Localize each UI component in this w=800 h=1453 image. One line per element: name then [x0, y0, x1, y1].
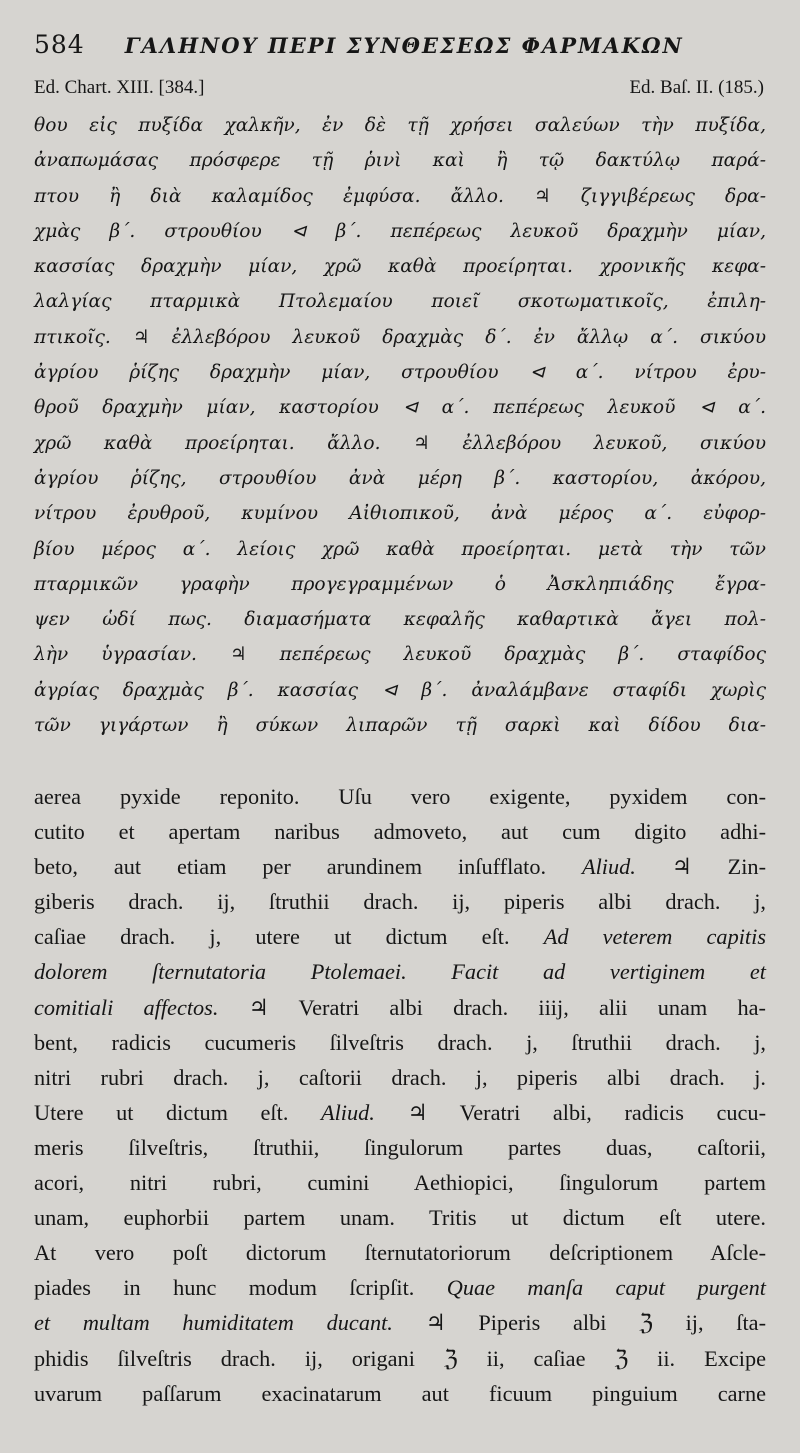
latin-line — [34, 1095, 766, 1130]
greek-text-block — [34, 108, 766, 743]
latin-run: phidis ſilveſtris drach. ij, origani ℨ ii, caſiae ℨ ii. Excipe — [34, 1345, 766, 1371]
latin-run: aerea pyxide reponito. Uſu vero exigente, pyxidem con- — [34, 784, 766, 809]
greek-line: ἀγρίας δραχμὰς β΄. κασσίας ⊲ β΄. ἀναλάμβανε σταφίδι χωρὶς — [34, 679, 766, 701]
greek-line: χρῶ καθὰ προείρηται. ἄλλο. ♃ ἐλλεβόρου λευκοῦ, σικύου — [34, 432, 766, 454]
latin-line — [34, 884, 766, 919]
edition-right: Ed. Baſ. II. (185.) — [629, 77, 764, 98]
latin-line — [34, 954, 766, 989]
greek-line: ψεν ὡδί πως. διαμασήματα κεφαλῆς καθαρτικὰ ἄγει πολ- — [34, 609, 766, 631]
latin-italic-run: dolorem ſternutatoria Ptolemaei. Facit ad vertiginem et — [34, 959, 766, 985]
latin-text-block — [34, 779, 766, 1411]
latin-run: meris ſilveſtris, ſtruthii, ſingulorum partes duas, caſtorii, — [34, 1134, 766, 1160]
greek-line: λὴν ὑγρασίαν. ♃ πεπέρεως λευκοῦ δραχμὰς β΄. σταφίδος — [34, 644, 766, 666]
greek-line: τῶν γιγάρτων ἢ σύκων λιπαρῶν τῇ σαρκὶ καὶ δίδου δια- — [34, 715, 766, 737]
latin-run: acori, nitri rubri, cumini Aethiopici, ſingulorum partem — [34, 1170, 766, 1196]
page-number: 584 — [34, 30, 85, 59]
running-title: ΓΑΛΗΝΟΥ ΠΕΡΙ ΣΥΝΘΕΣΕΩΣ ΦΑΡΜΑΚΩΝ — [124, 33, 684, 58]
greek-line: βίου μέρος α΄. λείοις χρῶ καθὰ προείρηται. μετὰ τὴν τῶν — [34, 538, 766, 560]
latin-line — [34, 1200, 766, 1235]
latin-line — [34, 1270, 766, 1305]
latin-line — [34, 1305, 766, 1340]
latin-run: caſiae drach. j, utere ut dictum eſt. — [34, 924, 544, 950]
latin-line — [34, 1235, 766, 1270]
latin-italic-run: Aliud. — [581, 854, 636, 880]
latin-line — [34, 1341, 766, 1376]
greek-line: χμὰς β΄. στρουθίου ⊲ β΄. πεπέρεως λευκοῦ δραχμὴν μίαν, — [34, 220, 766, 242]
latin-run: piades in hunc modum ſcripſit. — [34, 1275, 447, 1301]
greek-line: πταρμικῶν γραφὴν προγεγραμμένων ὁ Ἀσκληπιάδης ἔγρα- — [34, 573, 766, 595]
latin-line — [34, 1165, 766, 1200]
greek-line: νίτρου ἐρυθροῦ, κυμίνου Αἰθιοπικοῦ, ἀνὰ μέρος α΄. εὐφορ- — [34, 503, 766, 525]
edition-left: Ed. Chart. XIII. [384.] — [34, 77, 205, 98]
latin-run: ♃ Veratri albi drach. iiij, alii unam ha- — [218, 994, 766, 1020]
edition-references — [34, 77, 764, 99]
latin-italic-run: Aliud. — [320, 1099, 375, 1125]
latin-line — [34, 990, 766, 1025]
latin-run: unam, euphorbii partem unam. Tritis ut dictum eſt utere. — [34, 1205, 766, 1231]
latin-run: uvarum paſſarum exacinatarum aut ficuum pinguium carne — [34, 1380, 766, 1406]
latin-line — [34, 849, 766, 884]
latin-line — [34, 1060, 766, 1095]
latin-line — [34, 814, 766, 849]
latin-run: ♃ Veratri albi, radicis cucu- — [374, 1099, 766, 1125]
latin-run: beto, aut etiam per arundinem inſufflato. — [34, 854, 582, 880]
latin-italic-run: Ad veterem capitis — [543, 924, 766, 950]
greek-line: ἀγρίου ῥίζης δραχμὴν μίαν, στρουθίου ⊲ α΄. νίτρου ἐρυ- — [34, 362, 766, 384]
latin-line — [34, 919, 766, 954]
greek-line: πτικοῖς. ♃ ἐλλεβόρου λευκοῦ δραχμὰς δ΄. ἐν ἄλλῳ α΄. σικύου — [34, 326, 766, 348]
latin-run: Utere ut dictum eſt. — [34, 1099, 321, 1125]
greek-line: ἀναπωμάσας πρόσφερε τῇ ῥινὶ καὶ ἢ τῷ δακτύλῳ παρά- — [34, 150, 766, 172]
latin-line — [34, 1130, 766, 1165]
latin-run: nitri rubri drach. j, caſtorii drach. j, piperis albi drach. j. — [34, 1064, 766, 1090]
latin-run: giberis drach. ij, ſtruthii drach. ij, piperis albi drach. j, — [34, 889, 766, 915]
greek-line: λαλγίας πταρμικὰ Πτολεμαίου ποιεῖ σκοτωματικοῖς, ἐπιλη- — [34, 291, 766, 313]
latin-run: cutito et apertam naribus admoveto, aut cum digito adhi- — [34, 819, 766, 845]
latin-run: At vero poſt dictorum ſternutatoriorum deſcriptionem Aſcle- — [34, 1240, 766, 1266]
latin-run: ♃ Zin- — [635, 854, 766, 880]
latin-line — [34, 1376, 766, 1411]
page-header — [34, 30, 770, 66]
latin-line — [34, 1025, 766, 1060]
greek-line: θροῦ δραχμὴν μίαν, καστορίου ⊲ α΄. πεπέρεως λευκοῦ ⊲ α΄. — [34, 397, 766, 419]
greek-line: ἀγρίου ῥίζης, στρουθίου ἀνὰ μέρη β΄. καστορίου, ἀκόρου, — [34, 467, 766, 489]
latin-line — [34, 779, 766, 814]
latin-italic-run: comitiali affectos. — [34, 994, 219, 1020]
latin-run: ♃ Piperis albi ℨ ij, ſta- — [392, 1310, 766, 1336]
latin-italic-run: Quae manſa caput purgent — [446, 1275, 766, 1301]
greek-line: κασσίας δραχμὴν μίαν, χρῶ καθὰ προείρηται. χρονικῆς κεφα- — [34, 256, 766, 278]
latin-run: bent, radicis cucumeris ſilveſtris drach. j, ſtruthii drach. j, — [34, 1029, 766, 1055]
latin-italic-run: et multam humiditatem ducant. — [34, 1310, 393, 1336]
greek-line: πτου ἢ διὰ καλαμίδος ἐμφύσα. ἄλλο. ♃ ζιγγιβέρεως δρα- — [34, 185, 766, 207]
greek-line: θου εἰς πυξίδα χαλκῆν, ἐν δὲ τῇ χρήσει σαλεύων τὴν πυξίδα, — [34, 115, 766, 136]
